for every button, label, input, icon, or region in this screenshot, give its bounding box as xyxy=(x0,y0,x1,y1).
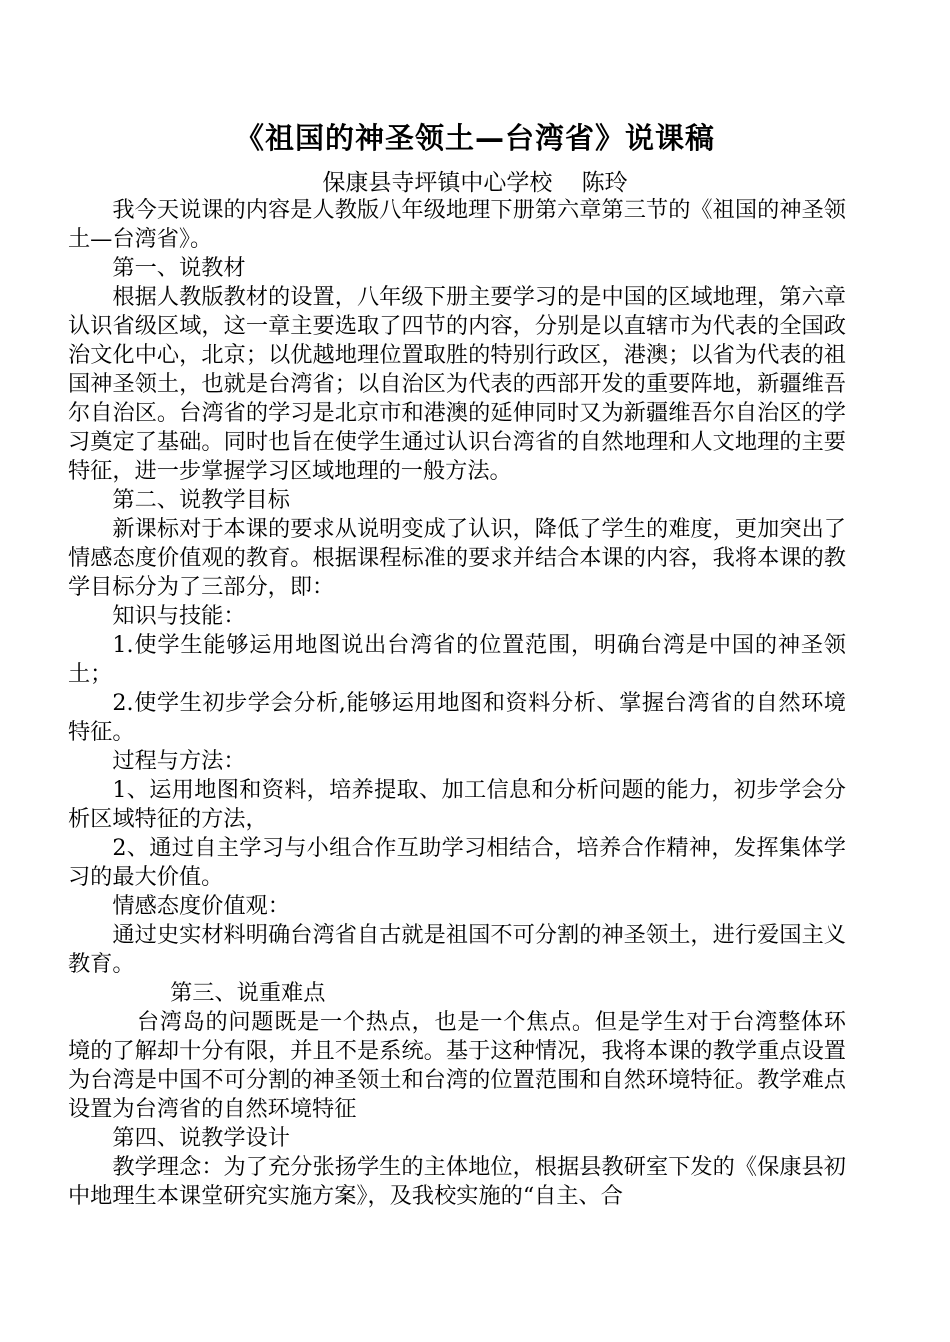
list-item: 2.使学生初步学会分析,能够运用地图和资料分析、掌握台湾省的自然环境特征。 xyxy=(68,690,846,745)
list-item: 1、运用地图和资料，培养提取、加工信息和分析问题的能力，初步学会分析区域特征的方法， xyxy=(68,777,846,832)
paragraph-keypoints: 台湾岛的问题既是一个热点，也是一个焦点。但是学生对于台湾整体环境的了解却十分有限，并且不是系统。基于这种情况，我将本课的教学重点设置为台湾是中国不可分割的神圣领土和台湾的位置范围和自然环境特征。教学难点设置为台湾省的自然环境特征 xyxy=(68,1009,846,1122)
section-heading-textbook: 第一、说教材 xyxy=(112,255,246,281)
paragraph-objectives: 新课标对于本课的要求从说明变成了认识，降低了学生的难度，更加突出了情感态度价值观的教育。根据课程标准的要求并结合本课的内容，我将本课的教学目标分为了三部分，即： xyxy=(68,516,846,600)
paragraph-textbook: 根据人教版教材的设置，八年级下册主要学习的是中国的区域地理，第六章认识省级区域，这一章主要选取了四节的内容，分别是以直辖市为代表的全国政治文化中心，北京；以优越地理位置取胜的特别行政区，港澳；以省为代表的祖国神圣领土，也就是台湾省；以自治区为代表的西部开发的重要阵地，新疆维吾尔自治区。台湾省的学习是北京市和港澳的延伸同时又为新疆维吾尔自治区的学习奠定了基础。同时也旨在使学生通过认识台湾省的自然地理和人文地理的主要特征，进一步掌握学习区域地理的一般方法。 xyxy=(68,284,846,484)
paragraph-design: 教学理念：为了充分张扬学生的主体地位，根据县教研室下发的《保康县初中地理生本课堂研究实施方案》，及我校实施的“自主、合 xyxy=(68,1154,846,1209)
section-heading-objectives: 第二、说教学目标 xyxy=(112,487,290,513)
subheading-knowledge: 知识与技能： xyxy=(112,603,246,629)
document-body xyxy=(68,196,846,1211)
section-heading-design: 第四、说教学设计 xyxy=(112,1125,290,1151)
document-author: 保康县寺坪镇中心学校 陈玲 xyxy=(322,170,628,196)
subheading-values: 情感态度价值观： xyxy=(112,893,290,919)
list-item: 2、通过自主学习与小组合作互助学习相结合，培养合作精神，发挥集体学习的最大价值。 xyxy=(68,835,846,890)
list-item: 1.使学生能够运用地图说出台湾省的位置范围，明确台湾是中国的神圣领土； xyxy=(68,632,846,687)
paragraph-intro: 我今天说课的内容是人教版八年级地理下册第六章第三节的《祖国的神圣领土—台湾省》。 xyxy=(68,197,846,252)
subheading-process: 过程与方法： xyxy=(112,748,246,774)
document-title: 《祖国的神圣领土—台湾省》说课稿 xyxy=(234,121,715,155)
section-heading-keypoints: 第三、说重难点 xyxy=(170,980,326,1006)
paragraph-values: 通过史实材料明确台湾省自古就是祖国不可分割的神圣领土，进行爱国主义教育。 xyxy=(68,922,846,977)
